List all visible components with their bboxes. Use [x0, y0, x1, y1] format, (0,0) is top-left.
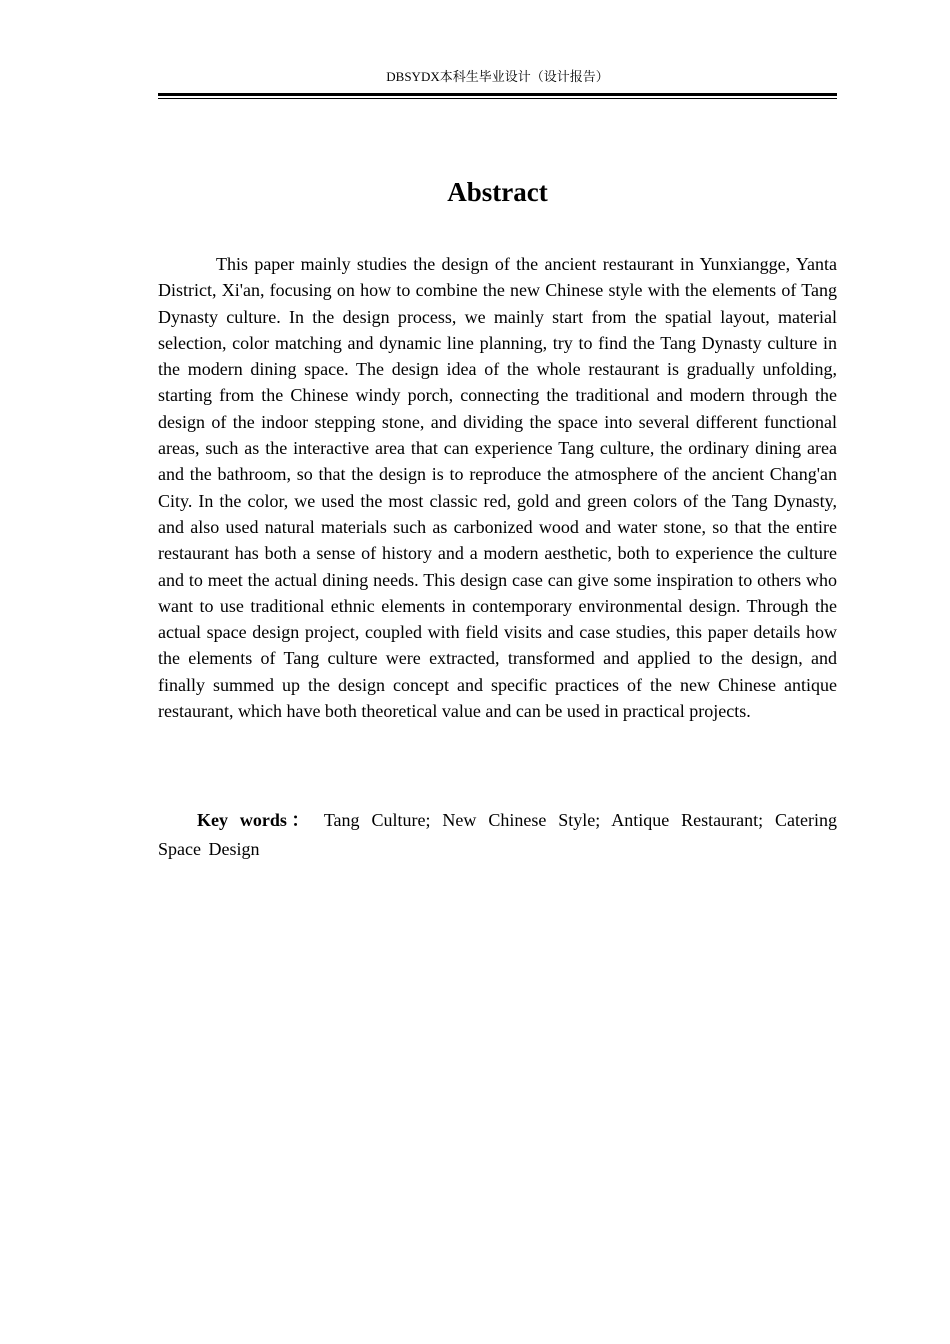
header-rule-thin	[158, 98, 837, 99]
header-rule-thick	[158, 93, 837, 96]
keywords-label: Key words：	[197, 810, 314, 830]
abstract-body: This paper mainly studies the design of the ancient restaurant in Yunxiangge, Yanta District, Xi'an, focusing on how to combine the new Chinese style with the elements of Tang Dynasty culture. In the design process, we mainly start from the spatial layout, material selection, color matching and dynamic line planning, try to find the Tang Dynasty culture in the modern dining space. The design idea of the whole restaurant is gradually unfolding, starting from the Chinese windy porch, connecting the traditional and modern through the design of the indoor stepping stone, and dividing the space into several different functional areas, such as the interactive area that can experience Tang culture, the ordinary dining area and the bathroom, so that the design is to reproduce the atmosphere of the ancient Chang'an City. In the color, we used the most classic red, gold and green colors of the Tang Dynasty, and also used natural materials such as carbonized wood and water stone, so that the entire restaurant has both a sense of history and a modern aesthetic, both to experience the culture and to meet the actual dining needs. This design case can give some inspiration to others who want to use traditional ethnic elements in contemporary environmental design. Through the actual space design project, coupled with field visits and case studies, this paper details how the elements of Tang culture were extracted, transformed and applied to the design, and finally summed up the design concept and specific practices of the new Chinese antique restaurant, which have both theoretical value and can be used in practical projects.	[158, 254, 837, 722]
running-header: DBSYDX本科生毕业设计（设计报告）	[386, 69, 609, 84]
keywords-text: Tang Culture; New Chinese Style; Antique Restaurant; Catering Space Design	[158, 810, 838, 859]
abstract-title: Abstract	[447, 177, 548, 207]
keywords-paragraph	[158, 806, 837, 864]
